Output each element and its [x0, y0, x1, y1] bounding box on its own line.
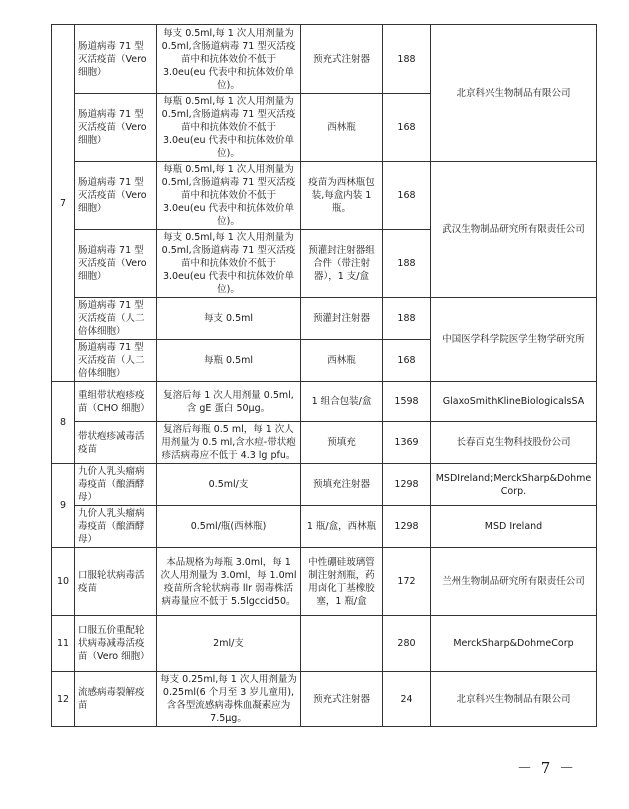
- table-row: [52, 298, 597, 340]
- manufacturer: 中国医学科学院医学生物学研究所: [431, 298, 597, 382]
- table-row: [52, 162, 597, 230]
- table-row: [52, 382, 597, 422]
- price: 168: [383, 162, 431, 230]
- packaging: 预充式注射器: [301, 25, 383, 94]
- packaging: 预填充: [301, 422, 383, 464]
- vaccine-name: 肠道病毒 71 型灭活疫苗（Vero 细胞）: [75, 94, 157, 162]
- price: 24: [383, 672, 431, 727]
- table-row: [52, 506, 597, 548]
- row-number: 8: [52, 382, 75, 464]
- row-number: 10: [52, 548, 75, 616]
- specification: 本品规格为每瓶 3.0ml，每 1 次人用剂量为 3.0ml，每 1.0ml 疫苗所含轮状病毒 llr 弱毒株活病毒量应不低于 5.5lgccid50。: [157, 548, 301, 616]
- specification: 2ml/支: [157, 616, 301, 672]
- table-row: [52, 616, 597, 672]
- specification: 复溶后每瓶 0.5 ml，每 1 次人用剂量为 0.5 ml,含水痘-带状疱疹活病毒应不低于 4.3 lg pfu。: [157, 422, 301, 464]
- vaccine-name: 肠道病毒 71 型灭活疫苗（人二倍体细胞）: [75, 340, 157, 382]
- vaccine-name: 肠道病毒 71 型灭活疫苗（Vero 细胞）: [75, 25, 157, 94]
- vaccine-name: 流感病毒裂解疫苗: [75, 672, 157, 727]
- table-row: [52, 464, 597, 506]
- table-row: [52, 25, 597, 94]
- manufacturer: 北京科兴生物制品有限公司: [431, 25, 597, 162]
- row-number: 7: [52, 25, 75, 382]
- packaging: 中性硼硅玻璃管制注射剂瓶，药用卤化丁基橡胶塞，1 瓶/盒: [301, 548, 383, 616]
- packaging: 预灌封注射器: [301, 298, 383, 340]
- price: 280: [383, 616, 431, 672]
- manufacturer: GlaxoSmithKlineBiologicalsSA: [431, 382, 597, 422]
- specification: 每瓶 0.5ml: [157, 340, 301, 382]
- packaging: 西林瓶: [301, 340, 383, 382]
- vaccine-name: 九价人乳头瘤病毒疫苗（酿酒酵母）: [75, 506, 157, 548]
- specification: 每瓶 0.5ml,每 1 次人用剂量为 0.5ml,含肠道病毒 71 型灭活疫苗中和抗体效价不低于 3.0eu(eu 代表中和抗体效价单位)。: [157, 162, 301, 230]
- row-number: 12: [52, 672, 75, 727]
- specification: 每支 0.25ml,每 1 次人用剂量为 0.25ml(6 个月至 3 岁儿童用),含各型流感病毒株血凝素应为 7.5μg。: [157, 672, 301, 727]
- vaccine-name: 口服五价重配轮状病毒减毒活疫苗（Vero 细胞）: [75, 616, 157, 672]
- vaccine-name: 肠道病毒 71 型灭活疫苗（Vero 细胞）: [75, 230, 157, 298]
- packaging: 预灌封注射器组合件（带注射器），1 支/盒: [301, 230, 383, 298]
- specification: 0.5ml/支: [157, 464, 301, 506]
- price: 1598: [383, 382, 431, 422]
- price: 168: [383, 340, 431, 382]
- price: 188: [383, 298, 431, 340]
- manufacturer: 北京科兴生物制品有限公司: [431, 672, 597, 727]
- packaging: 预填充注射器: [301, 464, 383, 506]
- vaccine-name: 重组带状疱疹疫苗（CHO 细胞）: [75, 382, 157, 422]
- price: 188: [383, 25, 431, 94]
- table-row: [52, 422, 597, 464]
- price: 1369: [383, 422, 431, 464]
- specification: 复溶后每 1 次人用剂量 0.5ml,含 gE 蛋白 50μg。: [157, 382, 301, 422]
- page-number: － 7 －: [517, 759, 577, 777]
- vaccine-name: 肠道病毒 71 型灭活疫苗（Vero 细胞）: [75, 162, 157, 230]
- price: 172: [383, 548, 431, 616]
- packaging: [301, 616, 383, 672]
- row-number: 9: [52, 464, 75, 548]
- row-number: 11: [52, 616, 75, 672]
- table-row: [52, 548, 597, 616]
- packaging: 预充式注射器: [301, 672, 383, 727]
- vaccine-name: 肠道病毒 71 型灭活疫苗（人二倍体细胞）: [75, 298, 157, 340]
- vaccine-name: 带状疱疹减毒活疫苗: [75, 422, 157, 464]
- table-row: [52, 672, 597, 727]
- packaging: 1 组合包装/盒: [301, 382, 383, 422]
- price: 1298: [383, 506, 431, 548]
- price: 168: [383, 94, 431, 162]
- price: 188: [383, 230, 431, 298]
- specification: 每支 0.5ml,每 1 次人用剂量为 0.5ml,含肠道病毒 71 型灭活疫苗中和抗体效价不低于 3.0eu(eu 代表中和抗体效价单位)。: [157, 25, 301, 94]
- packaging: 西林瓶: [301, 94, 383, 162]
- packaging: 1 瓶/盒，西林瓶: [301, 506, 383, 548]
- manufacturer: MSDIreland;MerckSharp&Dohme Corp.: [431, 464, 597, 506]
- manufacturer: MerckSharp&DohmeCorp: [431, 616, 597, 672]
- specification: 每支 0.5ml,每 1 次人用剂量为 0.5ml,含肠道病毒 71 型灭活疫苗中和抗体效价不低于 3.0eu(eu 代表中和抗体效价单位)。: [157, 230, 301, 298]
- vaccine-name: 九价人乳头瘤病毒疫苗（酿酒酵母）: [75, 464, 157, 506]
- specification: 每支 0.5ml: [157, 298, 301, 340]
- specification: 0.5ml/瓶(西林瓶): [157, 506, 301, 548]
- manufacturer: 兰州生物制品研究所有限责任公司: [431, 548, 597, 616]
- specification: 每瓶 0.5ml,每 1 次人用剂量为 0.5ml,含肠道病毒 71 型灭活疫苗中和抗体效价不低于 3.0eu(eu 代表中和抗体效价单位)。: [157, 94, 301, 162]
- packaging: 疫苗为西林瓶包装,每盒内装 1 瓶。: [301, 162, 383, 230]
- manufacturer: 长春百克生物科技股份公司: [431, 422, 597, 464]
- manufacturer: 武汉生物制品研究所有限责任公司: [431, 162, 597, 298]
- vaccine-name: 口服轮状病毒活疫苗: [75, 548, 157, 616]
- price: 1298: [383, 464, 431, 506]
- vaccine-price-table: [51, 24, 597, 727]
- manufacturer: MSD Ireland: [431, 506, 597, 548]
